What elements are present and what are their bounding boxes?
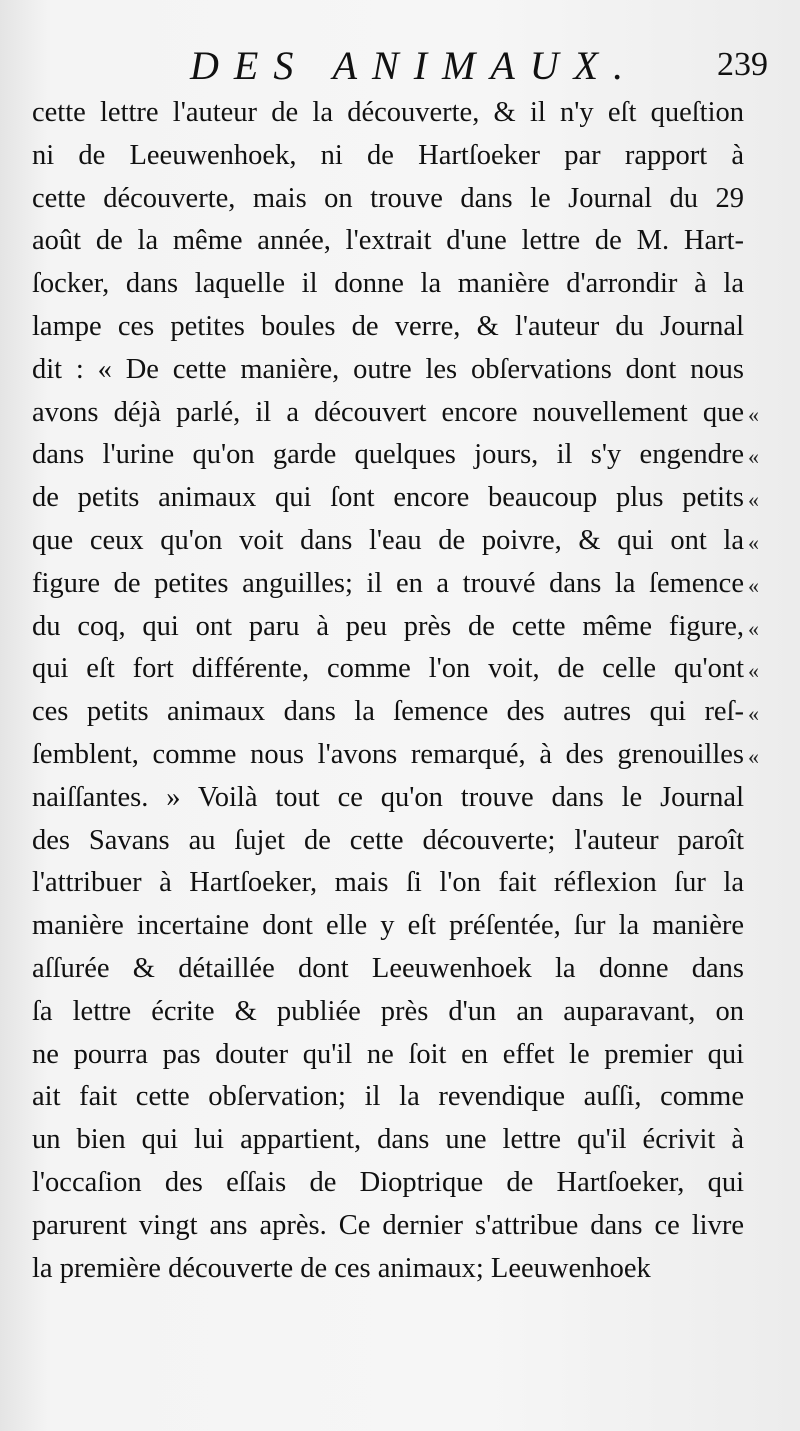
text-line: ne pourra pas douter qu'il ne ſoit en effet le premier qui — [32, 1038, 744, 1070]
text-line: ces petits animaux dans la ſemence des autres qui reſ- — [32, 696, 744, 728]
margin-quote-mark: « — [748, 572, 759, 598]
margin-quote-mark: « — [748, 615, 759, 641]
body-text — [32, 92, 744, 1290]
text-line: l'attribuer à Hartſoeker, mais ſi l'on fait réflexion ſur la — [32, 867, 744, 899]
text-line: lampe ces petites boules de verre, & l'auteur du Journal — [32, 310, 744, 342]
text-line: naiſſantes. » Voilà tout ce qu'on trouve dans le Journal — [32, 781, 744, 813]
text-line: ſocker, dans laquelle il donne la manière d'arrondir à la — [32, 268, 744, 300]
margin-quote-mark: « — [748, 744, 759, 769]
text-line: du coq, qui ont paru à peu près de cette même figure, — [32, 610, 744, 642]
text-line: manière incertaine dont elle y eſt préſentée, ſur la manière — [32, 910, 744, 942]
text-line: ait fait cette obſervation; il la revendique auſſi, comme — [32, 1081, 744, 1113]
text-line: parurent vingt ans après. Ce dernier s'attribue dans ce livre — [32, 1209, 744, 1241]
text-line: que ceux qu'on voit dans l'eau de poivre, & qui ont la — [32, 524, 744, 556]
text-line: cette découverte, mais on trouve dans le Journal du 29 — [32, 182, 744, 214]
margin-quote-mark: « — [748, 444, 759, 470]
margin-quote-mark: « — [748, 658, 759, 684]
page-number: 239 — [717, 46, 768, 83]
margin-quote-mark: « — [748, 401, 759, 427]
text-line: la première découverte de ces animaux; Leeuwenhoek — [32, 1252, 651, 1284]
text-line: ſemblent, comme nous l'avons remarqué, à des grenouilles — [32, 738, 744, 770]
text-line: ſa lettre écrite & publiée près d'un an auparavant, on — [32, 995, 744, 1027]
page-header — [30, 42, 770, 92]
text-line: aſſurée & détaillée dont Leeuwenhoek la donne dans — [32, 952, 744, 984]
text-line: qui eſt fort différente, comme l'on voit, de celle qu'ont — [32, 653, 744, 685]
text-line: août de la même année, l'extrait d'une lettre de M. Hart- — [32, 225, 744, 257]
text-line: ni de Leeuwenhoek, ni de Hartſoeker par rapport à — [32, 139, 744, 171]
text-line: de petits animaux qui ſont encore beaucoup plus petits — [32, 482, 744, 514]
text-line: un bien qui lui appartient, dans une lettre qu'il écrivit à — [32, 1124, 744, 1156]
text-line: l'occaſion des eſſais de Dioptrique de Hartſoeker, qui — [32, 1166, 744, 1198]
text-line: avons déjà parlé, il a découvert encore nouvellement que — [32, 396, 744, 428]
text-line: des Savans au ſujet de cette découverte; l'auteur paroît — [32, 824, 744, 856]
text-line: dit : « De cette manière, outre les obſervations dont nous — [32, 353, 744, 385]
margin-quote-mark: « — [748, 487, 759, 513]
text-line: dans l'urine qu'on garde quelques jours, il s'y engendre — [32, 439, 744, 471]
margin-quote-mark: « — [748, 530, 759, 555]
margin-quote-mark: « — [748, 701, 759, 727]
running-title: DES ANIMAUX. — [190, 43, 639, 88]
text-line: cette lettre l'auteur de la découverte, & il n'y eſt queſtion — [32, 97, 744, 128]
text-line: figure de petites anguilles; il en a trouvé dans la ſemence — [32, 567, 744, 599]
